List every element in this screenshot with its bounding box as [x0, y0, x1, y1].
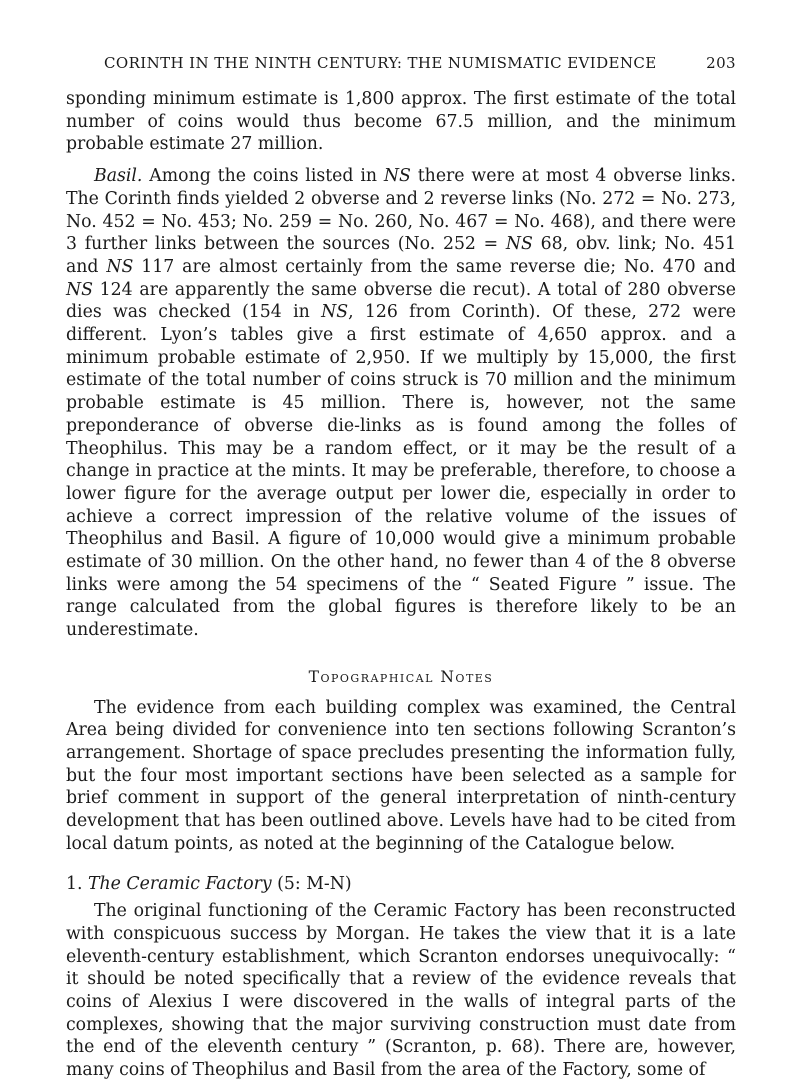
ns-abbrev: NS — [505, 234, 533, 255]
ns-abbrev: NS — [321, 302, 349, 323]
page-number: 203 — [706, 54, 736, 72]
text-run: 117 are almost certainly from the same reverse die; No. 470 and — [133, 256, 736, 277]
text-run: there were at most 4 obverse links. The Corinth finds yielded 2 obverse and 2 reverse links (No. 272 = No. 273, No. 452 = No. 453; No. 259 = No. 260, No. 467 = No. 468), and there were 3 further links between the sources (No. 252 = — [66, 166, 736, 255]
basil-lead: Basil. — [94, 166, 143, 187]
subsection-title: The Ceramic Factory — [88, 873, 272, 894]
text-run: 124 are apparently the same obverse die recut). A total of 280 obverse dies was checked (154 in — [66, 279, 736, 323]
text-run: 68, obv. link; No. 451 and — [66, 234, 736, 277]
ns-abbrev: NS — [66, 279, 93, 300]
subsection-heading — [66, 873, 736, 896]
body-text — [66, 88, 736, 1082]
paragraph-ceramic-factory: The original functioning of the Ceramic Factory has been reconstructed with conspicuous success by Morgan. He takes the view that it is a late eleventh-century establishment, which Scranton endorses unequivocally: “ it should be noted specifically that a review of the evidence reveals that coins of Alexius I were discovered in the walls of integral parts of the complexes, showing that the major surviving construction must date from the end of the eleventh century ” (Scranton, p. 68). There are, however, many coins of Theophilus and Basil from the area of the Factory, some of — [66, 901, 736, 1081]
paragraph-topographical: The evidence from each building complex was examined, the Central Area being divided for convenience into ten sections following Scranton’s arrangement. Shortage of space precludes presenting the information fully, but the four most important sections have been selected as a sample for brief comment in support of the general interpretation of ninth-century development that has been outlined above. Levels have had to be cited from local datum points, as noted at the beginning of the Catalogue below. — [66, 697, 736, 854]
text-run: Among the coins listed in — [142, 166, 384, 187]
text-run: , 126 from Corinth). Of these, 272 were different. Lyon’s tables give a first estimate of 4,650 approx. and a minimum probable estimate of 2,950. If we multiply by 15,000, the first estimate of the total number of coins struck is 70 million and the minimum probable estimate is 45 million. There is, however, not the same preponderance of obverse die-links as is found among the folles of Theophilus. This may be a random effect, or it may be the result of a change in practice at the mints. It may be preferable, therefore, to choose a lower figure for the average output per lower die, especially in order to achieve a correct impression of the relative volume of the issues of Theophilus and Basil. A figure of 10,000 would give a minimum probable estimate of 30 million. On the other hand, no fewer than 4 of the 8 obverse links were among the 54 specimens of the “ Seated Figure ” issue. The range calculated from the global figures is therefore likely to be an underestimate. — [66, 302, 736, 641]
section-heading: Topographical Notes — [308, 667, 494, 686]
paragraph-continuation: sponding minimum estimate is 1,800 approx. The first estimate of the total number of coins would thus become 67.5 million, and the minimum probable estimate 27 million. — [66, 89, 736, 155]
running-title: CORINTH IN THE NINTH CENTURY: THE NUMISMATIC EVIDENCE — [104, 54, 657, 72]
ns-abbrev: NS — [383, 166, 411, 187]
subsection-number: 1. — [66, 873, 83, 894]
paragraph-basil — [66, 165, 736, 642]
ns-abbrev: NS — [106, 256, 134, 277]
subsection-ref: (5: M-N) — [277, 873, 352, 894]
